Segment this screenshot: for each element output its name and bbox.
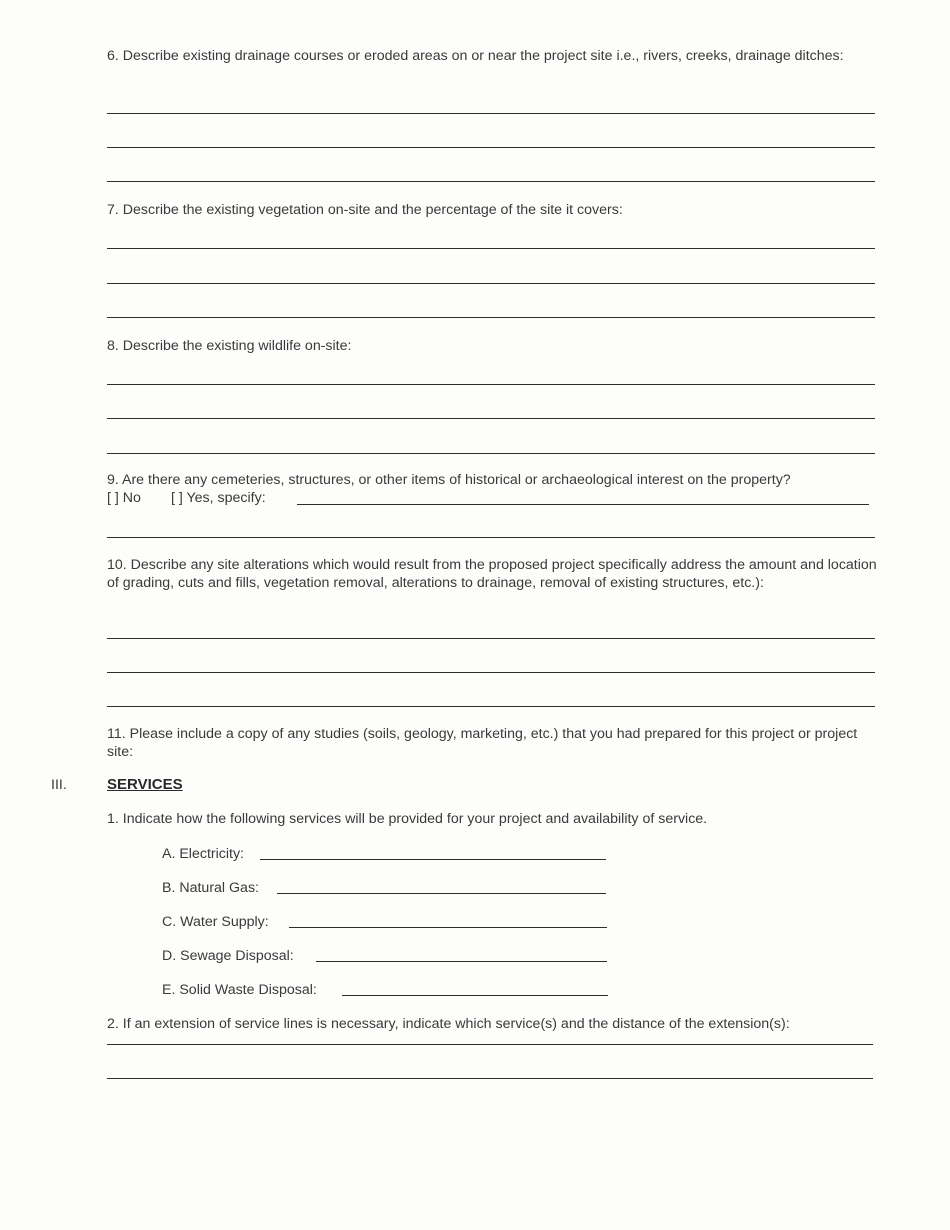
- answer-line[interactable]: [107, 638, 875, 639]
- answer-line[interactable]: [107, 181, 875, 182]
- answer-line[interactable]: [107, 672, 875, 673]
- answer-line[interactable]: [107, 1078, 873, 1079]
- section-title: SERVICES: [107, 776, 183, 793]
- no-checkbox[interactable]: [ ] No: [107, 490, 141, 506]
- question-8-text: 8. Describe the existing wildlife on-site:: [107, 338, 352, 354]
- service-line-natural-gas[interactable]: [277, 893, 606, 894]
- service-line-solid-waste[interactable]: [342, 995, 608, 996]
- services-extension-prompt: 2. If an extension of service lines is necessary, indicate which service(s) and the distance of the extension(s):: [107, 1016, 790, 1032]
- answer-line[interactable]: [107, 1044, 873, 1045]
- answer-line[interactable]: [107, 418, 875, 419]
- services-prompt: 1. Indicate how the following services will be provided for your project and availability of service.: [107, 811, 708, 827]
- answer-line[interactable]: [107, 317, 875, 318]
- service-line-water-supply[interactable]: [289, 927, 607, 928]
- answer-line[interactable]: [107, 384, 875, 385]
- question-6-text: 6. Describe existing drainage courses or eroded areas on or near the project site i.e., rivers, creeks, drainage ditches:: [107, 48, 844, 64]
- answer-line[interactable]: [107, 248, 875, 249]
- yes-checkbox[interactable]: [ ] Yes, specify:: [171, 490, 266, 506]
- answer-line[interactable]: [107, 706, 875, 707]
- service-label-natural-gas: B. Natural Gas:: [162, 880, 259, 896]
- service-line-sewage-disposal[interactable]: [316, 961, 607, 962]
- specify-line[interactable]: [297, 504, 869, 505]
- service-label-solid-waste: E. Solid Waste Disposal:: [162, 982, 317, 998]
- question-10-text: 10. Describe any site alterations which would result from the proposed project specifically address the amount and location of grading, cuts and fills, vegetation removal, alterations to drainage, removal of existing structures, etc.):: [107, 557, 877, 591]
- answer-line[interactable]: [107, 453, 875, 454]
- service-label-electricity: A. Electricity:: [162, 846, 244, 862]
- answer-line[interactable]: [107, 113, 875, 114]
- question-7-text: 7. Describe the existing vegetation on-site and the percentage of the site it covers:: [107, 202, 623, 218]
- service-label-water-supply: C. Water Supply:: [162, 914, 269, 930]
- answer-line[interactable]: [107, 283, 875, 284]
- section-numeral: III.: [51, 777, 67, 793]
- answer-line[interactable]: [107, 537, 875, 538]
- answer-line[interactable]: [107, 147, 875, 148]
- question-9-text: 9. Are there any cemeteries, structures, or other items of historical or archaeological interest on the property?: [107, 472, 791, 488]
- question-11-text: 11. Please include a copy of any studies (soils, geology, marketing, etc.) that you had prepared for this project or project site:: [107, 726, 858, 760]
- service-line-electricity[interactable]: [260, 859, 606, 860]
- service-label-sewage-disposal: D. Sewage Disposal:: [162, 948, 294, 964]
